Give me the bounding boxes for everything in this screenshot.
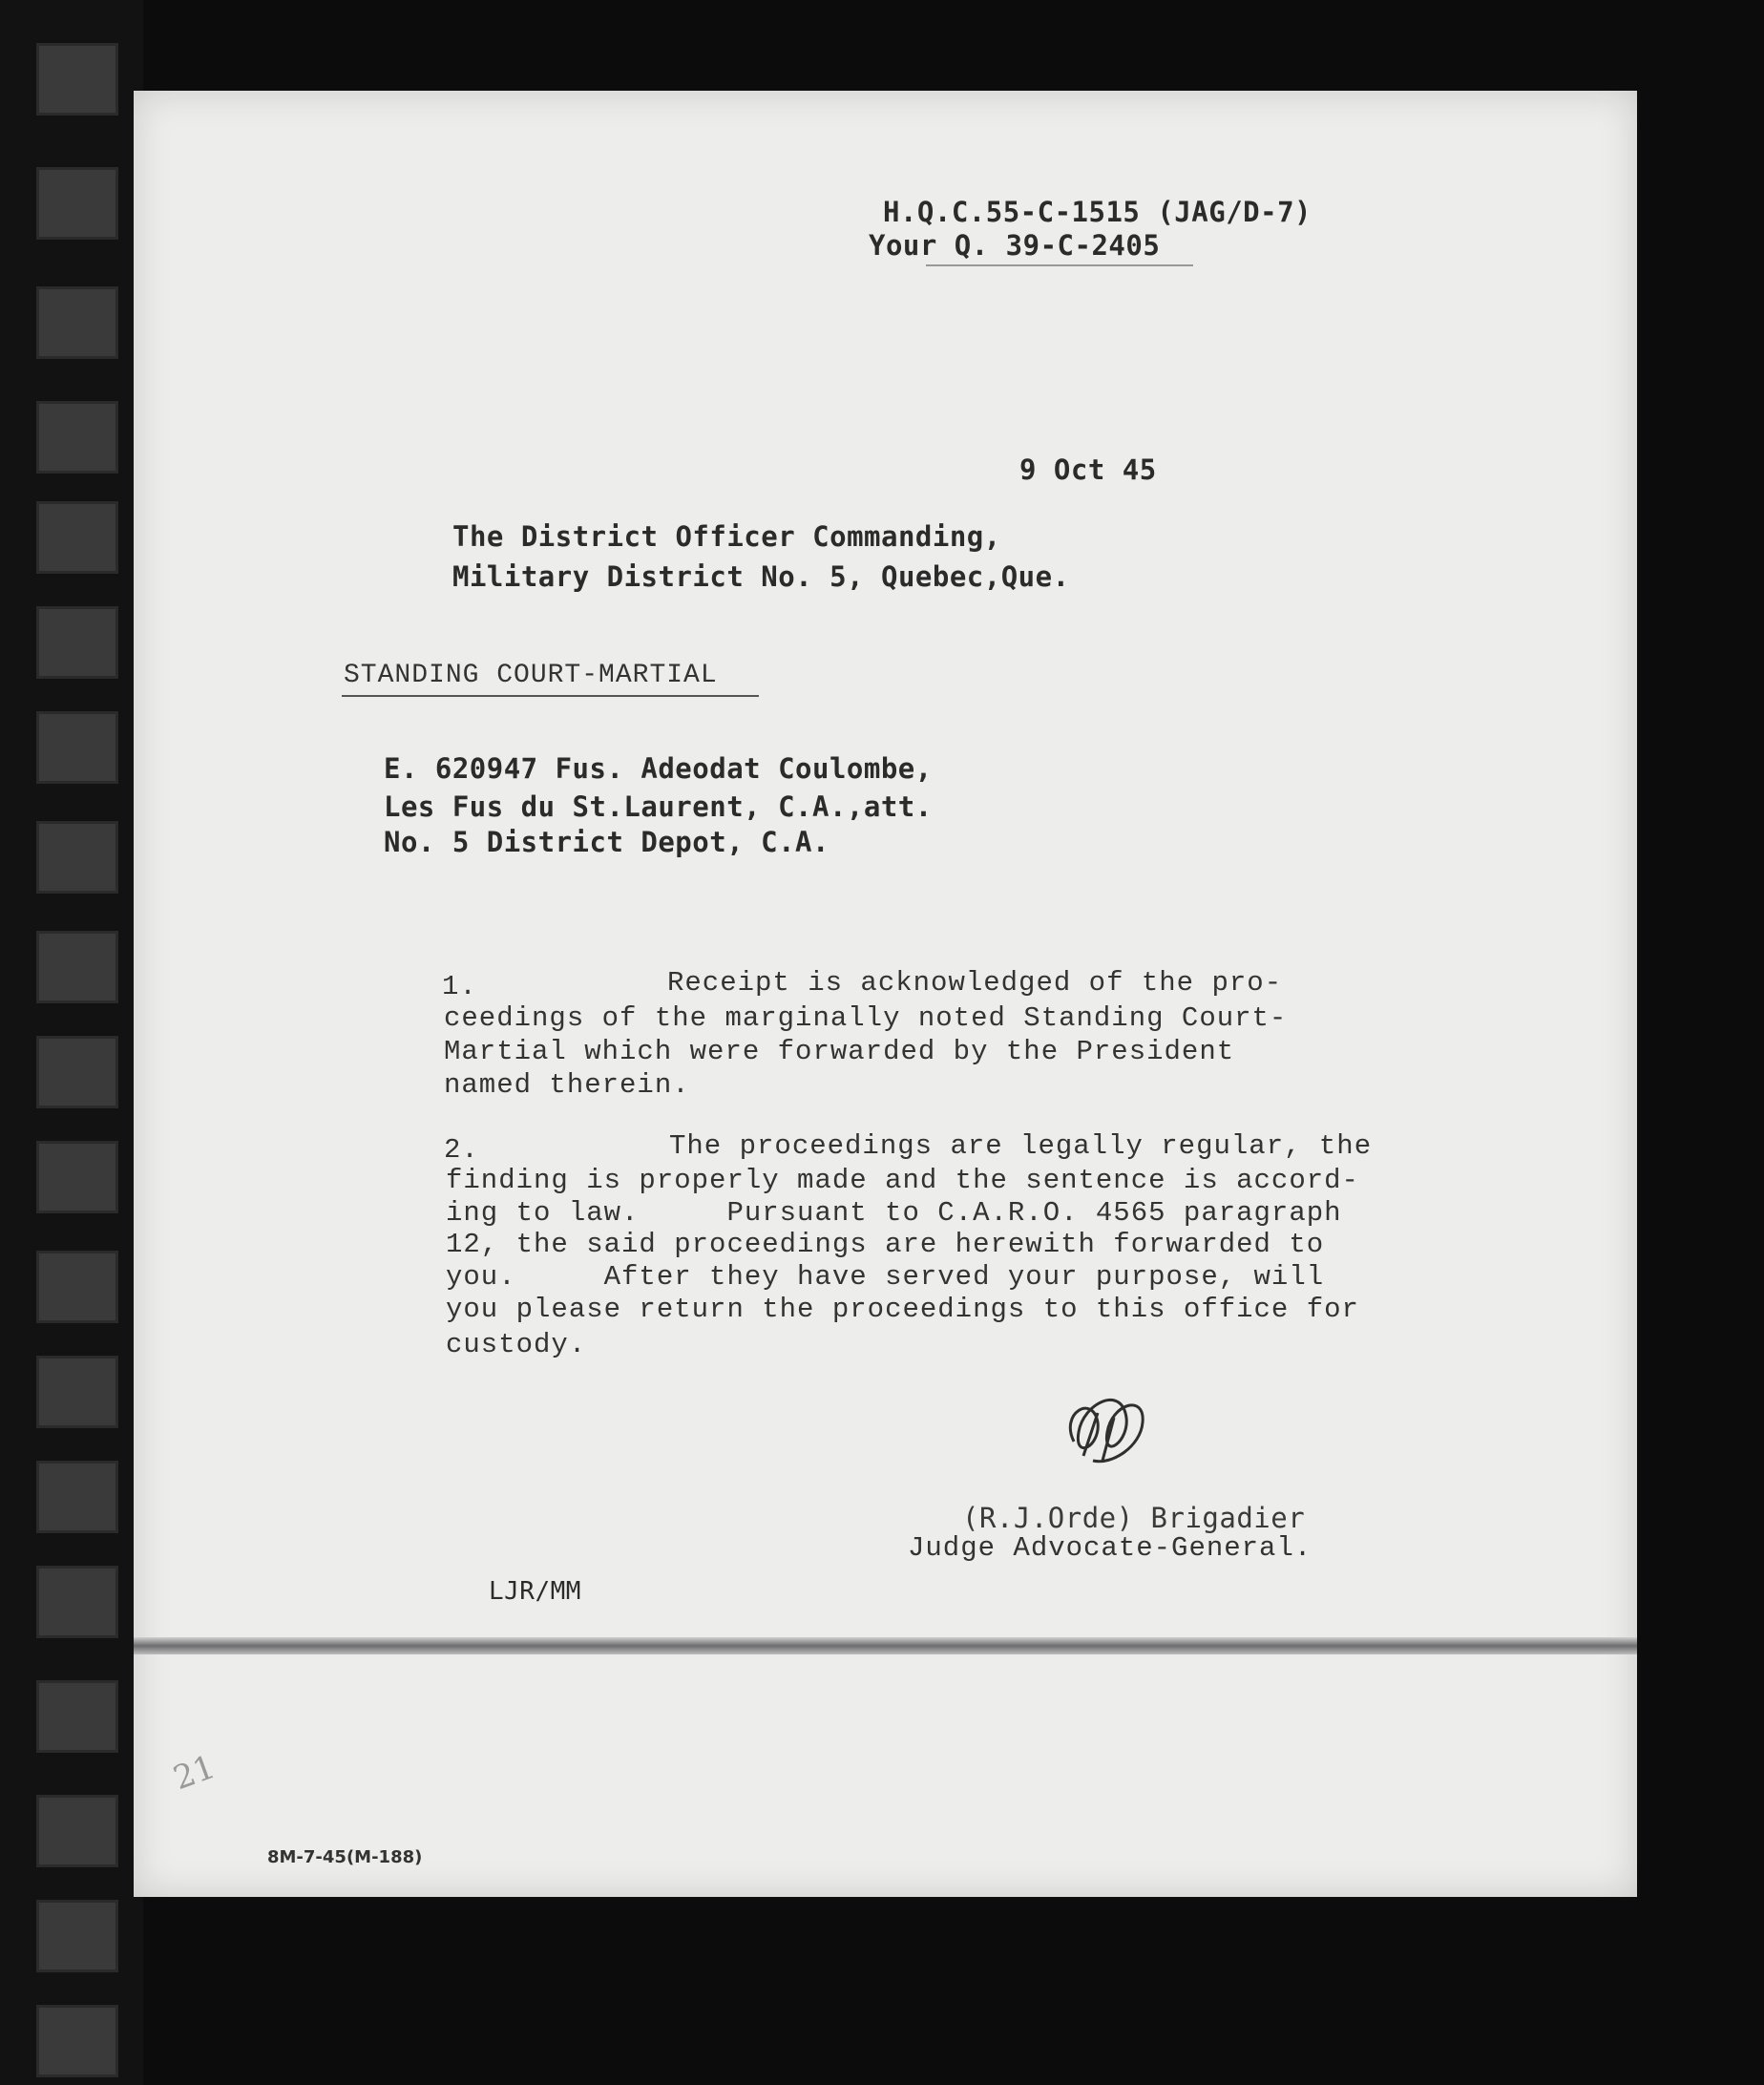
paragraph-2-line: finding is properly made and the sentence is accord-	[446, 1165, 1359, 1196]
film-perforation	[36, 1680, 118, 1753]
paragraph-2-line: you please return the proceedings to this office for	[446, 1294, 1359, 1325]
paragraph-2-number: 2.	[444, 1134, 479, 1166]
film-perforation	[36, 1356, 118, 1428]
film-perforation	[36, 1795, 118, 1867]
subject-heading: STANDING COURT-MARTIAL	[344, 661, 718, 690]
film-perforation	[36, 606, 118, 679]
paragraph-2-line: 12, the said proceedings are herewith forwarded to	[446, 1229, 1325, 1260]
addressee-line-2: Military District No. 5, Quebec,Que.	[452, 560, 1070, 593]
film-perforation	[36, 2005, 118, 2077]
film-perforation	[36, 401, 118, 474]
paragraph-2-line: you. After they have served your purpose, will	[446, 1261, 1325, 1293]
accused-line-2: Les Fus du St.Laurent, C.A.,att.	[384, 790, 933, 823]
form-number: 8M-7-45(M-188)	[267, 1847, 423, 1867]
film-perforation	[36, 821, 118, 894]
paragraph-1-number: 1.	[442, 971, 477, 1002]
signatory-title: Judge Advocate-General.	[908, 1532, 1312, 1564]
letter-page	[134, 91, 1637, 1897]
addressee-line-1: The District Officer Commanding,	[452, 520, 1001, 553]
film-perforation	[36, 711, 118, 784]
paragraph-2-line: custody.	[446, 1329, 587, 1360]
film-perforation	[36, 931, 118, 1003]
film-perforation	[36, 501, 118, 574]
subject-underline	[342, 695, 759, 697]
film-perforation	[36, 43, 118, 116]
file-reference: H.Q.C.55-C-1515 (JAG/D-7)	[883, 196, 1312, 228]
paragraph-2-line: ing to law. Pursuant to C.A.R.O. 4565 paragraph	[446, 1197, 1342, 1229]
reference-initials: LJR/MM	[489, 1577, 581, 1606]
paragraph-2-line: The proceedings are legally regular, the	[669, 1130, 1373, 1162]
letter-date: 9 Oct 45	[1019, 453, 1157, 486]
accused-line-3: No. 5 District Depot, C.A.	[384, 826, 830, 858]
paper-fold-line	[134, 1637, 1637, 1654]
your-reference: Your Q. 39-C-2405	[869, 229, 1161, 262]
film-perforation	[36, 1036, 118, 1108]
your-reference-underline	[926, 264, 1193, 266]
paragraph-1-line: Martial which were forwarded by the President	[444, 1036, 1235, 1067]
handwritten-margin-mark: 21	[168, 1747, 220, 1799]
signatory-name-rank: (R.J.Orde) Brigadier	[962, 1502, 1306, 1534]
accused-line-1: E. 620947 Fus. Adeodat Coulombe,	[384, 752, 933, 785]
paragraph-1-line: Receipt is acknowledged of the pro-	[667, 967, 1283, 999]
paragraph-1-line: ceedings of the marginally noted Standing Court-	[444, 1002, 1288, 1034]
film-perforation	[36, 1566, 118, 1638]
handwritten-signature	[1055, 1375, 1160, 1480]
paragraph-1-line: named therein.	[444, 1069, 690, 1101]
film-perforation	[36, 1900, 118, 1972]
film-perforation	[36, 1251, 118, 1323]
film-strip	[0, 0, 143, 2085]
film-perforation	[36, 167, 118, 240]
film-perforation	[36, 286, 118, 359]
film-perforation	[36, 1141, 118, 1213]
film-perforation	[36, 1461, 118, 1533]
